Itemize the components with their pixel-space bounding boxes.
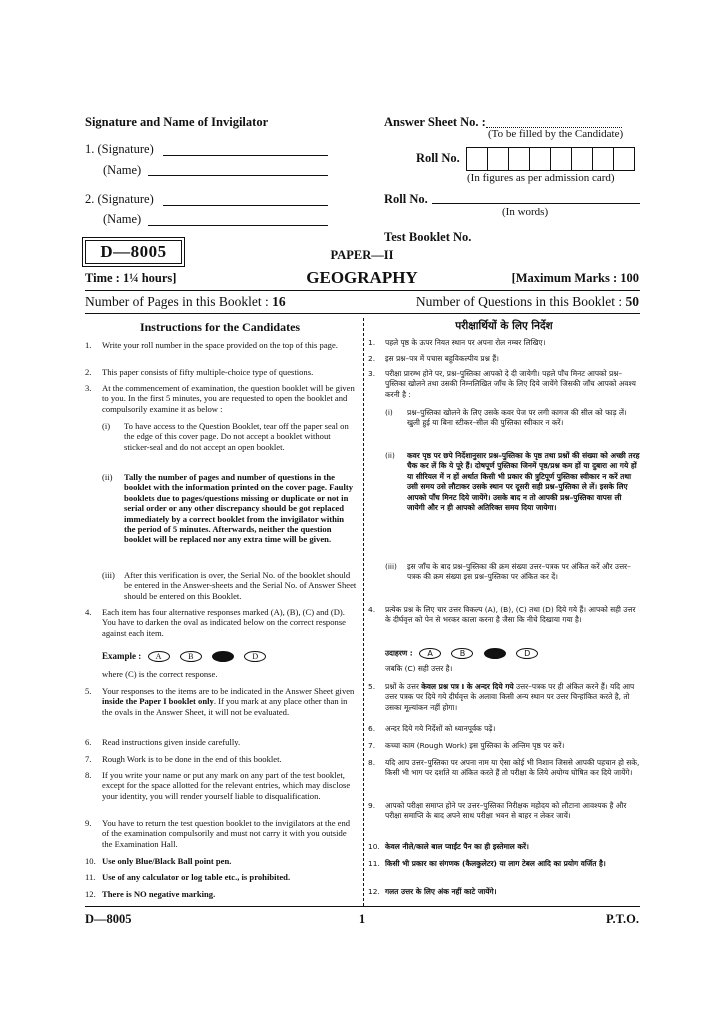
subject-title: GEOGRAPHY <box>306 268 418 287</box>
divider <box>85 313 640 314</box>
list-item: 1. Write your roll number in the space provided on the top of this page. <box>85 340 338 350</box>
divider <box>85 290 640 291</box>
hindi-correct-response-note: जबकि (C) सही उत्तर है। <box>385 664 453 673</box>
list-item: 12. There is NO negative marking. <box>85 889 216 899</box>
list-item: 9. आपको परीक्षा समाप्त होने पर उत्तर–पुस्तिका निरीक्षक महोदय को लौटाना आवश्यक है और परीक्षा समाप्ति के बाद अपने साथ परीक्षा भवन से बाहर न लेकर जायें। <box>368 801 627 821</box>
answer-sheet-field[interactable] <box>486 114 622 128</box>
roll-digit-box[interactable] <box>550 147 572 171</box>
paper-number: PAPER—II <box>330 248 394 262</box>
list-item: 6. Read instructions given inside carefully. <box>85 737 241 747</box>
roll-digit-box[interactable] <box>466 147 488 171</box>
english-instructions-title: Instructions for the Candidates <box>139 320 301 334</box>
signature-1-label: 1. (Signature) <box>85 142 154 156</box>
test-booklet-label: Test Booklet No. <box>384 230 472 244</box>
list-item: 7. Rough Work is to be done in the end of this booklet. <box>85 754 282 764</box>
list-item: (i) प्रश्न–पुस्तिका खोलने के लिए उसके कवर पेज पर लगी कागज की सील को फाड़ लें। खुली हुई या बिना स्टीकर–सील की पुस्तिका स्वीकार न करें। <box>385 408 627 428</box>
list-item: 6. अन्दर दिये गये निर्देशों को ध्यानपूर्वक पढ़ें। <box>368 724 496 733</box>
list-item: 11. किसी भी प्रकार का संगणक (कैलकुलेटर) या लाग टेबल आदि का प्रयोग वर्जित है। <box>368 859 606 868</box>
roll-words-line[interactable] <box>432 190 640 204</box>
list-item: 2. इस प्रश्न–पत्र में पचास बहुविकल्पीय प्रश्न हैं। <box>368 354 499 363</box>
signature-1-line[interactable] <box>163 142 328 156</box>
signature-2-label: 2. (Signature) <box>85 192 154 206</box>
option-oval-a: A <box>148 651 170 662</box>
roll-digit-box[interactable] <box>592 147 614 171</box>
roll-digit-box[interactable] <box>529 147 551 171</box>
roll-words-label: Roll No. <box>384 192 428 206</box>
option-oval-a: A <box>419 648 441 659</box>
option-oval-d: D <box>516 648 538 659</box>
page-number: 1 <box>358 912 366 926</box>
list-item: (ii) Tally the number of pages and number of questions in the booklet with the information printed on the cover page. Faulty booklets due to pages/questions missing or duplicate or not in serial order or any other discrepancy should be got replaced immediately by a correct booklet from the invigilator within the period of 5 minutes. Afterwards, neither the question booklet will be replaced nor any extra time will be given. <box>102 472 354 545</box>
roll-digit-box[interactable] <box>487 147 509 171</box>
list-item: 1. पहले पृष्ठ के ऊपर नियत स्थान पर अपना रोल नम्बर लिखिए। <box>368 338 546 347</box>
list-item: 11. Use of any calculator or log table etc., is prohibited. <box>85 872 291 882</box>
list-item: 9. You have to return the test question booklet to the invigilators at the end of the examination compulsorily and must not carry it with you outside the Examination Hall. <box>85 818 351 849</box>
list-item: 7. कच्चा काम (Rough Work) इस पुस्तिका के अन्तिम पृष्ठ पर करें। <box>368 741 565 750</box>
list-item: 10. केवल नीले/काले बाल प्वाईंट पैन का ही इस्तेमाल करें। <box>368 842 529 851</box>
list-item: 5. Your responses to the items are to be indicated in the Answer Sheet given inside the Paper I booklet only. If you mark at any place other than in the ovals in the Answer Sheet, it will not be evaluated. <box>85 686 355 717</box>
roll-words-note: (In words) <box>502 206 549 218</box>
name-2-line[interactable] <box>148 212 328 226</box>
hindi-instructions-title: परीक्षार्थियों के लिए निर्देश <box>455 320 553 332</box>
signature-2-line[interactable] <box>163 192 328 206</box>
list-item: (ii) कवर पृष्ठ पर छपे निर्देशानुसार प्रश्न–पुस्तिका के पृष्ठ तथा प्रश्नों की संख्या को अच्छी तरह चैक कर लें कि ये पूरे हैं। दोषपूर्ण पुस्तिका जिनमें पृष्ठ/प्रश्न कम हों या दुबारा आ गये हों या सीरियल में न हों अर्थात किसी भी प्रकार की त्रुटिपूर्ण पुस्तिका स्वीकार न करें तथा उसी समय उसे लौटाकर उसके स्थान पर दूसरी सही प्रश्न–पुस्तिका ले लें। इसके लिए आपको पाँच मिनट दिये जायेंगे। उसके बाद न तो आपकी प्रश्न–पुस्तिका वापस ली जायेगी और न ही आपको अतिरिक्त समय दिया जायेगा। <box>385 451 640 513</box>
name-1-label: (Name) <box>103 163 142 177</box>
answer-sheet-note: (To be filled by the Candidate) <box>488 128 624 140</box>
roll-number-label: Roll No. <box>416 151 460 165</box>
please-turn-over: P.T.O. <box>606 912 639 926</box>
roll-digit-box[interactable] <box>508 147 530 171</box>
roll-number-note: (In figures as per admission card) <box>467 172 615 184</box>
list-item: 4. Each item has four alternative responses marked (A), (B), (C) and (D). You have to darken the oval as indicated below on the correct response against each item. <box>85 607 346 638</box>
questions-count: Number of Questions in this Booklet : 50 <box>415 294 639 309</box>
option-oval-b: B <box>180 651 202 662</box>
list-item: 12. गलत उत्तर के लिए अंक नहीं काटे जायेंगे। <box>368 887 497 896</box>
option-oval-b: B <box>451 648 473 659</box>
paper-code: D—8005 <box>100 242 167 261</box>
answer-sheet-label: Answer Sheet No. : <box>384 115 486 129</box>
list-item: 8. If you write your name or put any mark on any part of the test booklet, except for the space allotted for the relevant entries, which may disclose your identity, you will render yourself liable to disqualification. <box>85 770 351 801</box>
maximum-marks: [Maximum Marks : 100 <box>511 271 639 285</box>
correct-response-note: where (C) is the correct response. <box>102 669 218 679</box>
name-2-label: (Name) <box>103 212 142 226</box>
list-item: 3. परीक्षा प्रारम्भ होने पर, प्रश्न–पुस्तिका आपको दे दी जायेगी। पहले पाँच मिनट आपको प्रश्न–पुस्तिका खोलने तथा उसकी निम्नलिखित जाँच के लिए दिये जायेंगे जिसकी जाँच आपको अवश्य करनी है : <box>368 369 636 399</box>
footer-code: D—8005 <box>85 912 132 926</box>
list-item: 10. Use only Blue/Black Ball point pen. <box>85 856 232 866</box>
list-item: (iii) After this verification is over, the Serial No. of the booklet should be entered in the Answer-sheets and the Serial No. of Answer Sheet should be entered on this Booklet. <box>102 570 357 601</box>
example-row: Example : A B D <box>102 651 270 662</box>
list-item: 2. This paper consists of fifty multiple-choice type of questions. <box>85 367 314 377</box>
list-item: (i) To have access to the Question Booklet, tear off the paper seal on the edge of this cover page. Do not accept a booklet without sticker-seal and do not accept an open booklet. <box>102 421 349 452</box>
pages-count: Number of Pages in this Booklet : 16 <box>85 294 286 309</box>
divider <box>85 906 640 907</box>
exam-time: Time : 1¼ hours] <box>85 271 177 285</box>
roll-digit-box[interactable] <box>613 147 635 171</box>
option-oval-c-filled <box>484 648 506 659</box>
list-item: 5. प्रश्नों के उत्तर केवल प्रश्न पत्र I के अन्दर दिये गये उत्तर–पत्रक पर ही अंकित करने हैं। यदि आप उत्तर पत्रक पर दिये गये दीर्घवृत्त के अलावा किसी अन्य स्थान पर उत्तर चिन्हांकित करते है, तो उसका मूल्यांकन नहीं होगा। <box>368 682 635 712</box>
name-1-line[interactable] <box>148 162 328 176</box>
list-item: (iii) इस जाँच के बाद प्रश्न–पुस्तिका की क्रम संख्या उत्तर–पत्रक पर अंकित करें और उत्तर–पत्रक की क्रम संख्या इस प्रश्न–पुस्तिका पर अंकित कर दें। <box>385 562 631 582</box>
list-item: 3. At the commencement of examination, the question booklet will be given to you. In the first 5 minutes, you are requested to open the booklet and compulsorily examine it as below : <box>85 383 355 414</box>
roll-digit-box[interactable] <box>571 147 593 171</box>
option-oval-c-filled <box>212 651 234 662</box>
column-divider <box>363 318 364 906</box>
list-item: 8. यदि आप उत्तर–पुस्तिका पर अपना नाम या ऐसा कोई भी निशान जिससे आपकी पहचान हो सके, किसी भी भाग पर दर्शाते या अंकित करते हैं तो परीक्षा के लिये अयोग्य घोषित कर दिये जायेंगे। <box>368 758 640 778</box>
option-oval-d: D <box>244 651 266 662</box>
list-item: 4. प्रत्येक प्रश्न के लिए चार उत्तर विकल्प (A), (B), (C) तथा (D) दिये गये हैं। आपको सही उत्तर के दीर्घवृत्त को पेन से भरकर काला करना है जैसा कि नीचे दिखाया गया है। <box>368 605 636 625</box>
invigilator-title: Signature and Name of Invigilator <box>85 115 269 129</box>
hindi-example-row: उदाहरण : A B D <box>385 648 542 659</box>
